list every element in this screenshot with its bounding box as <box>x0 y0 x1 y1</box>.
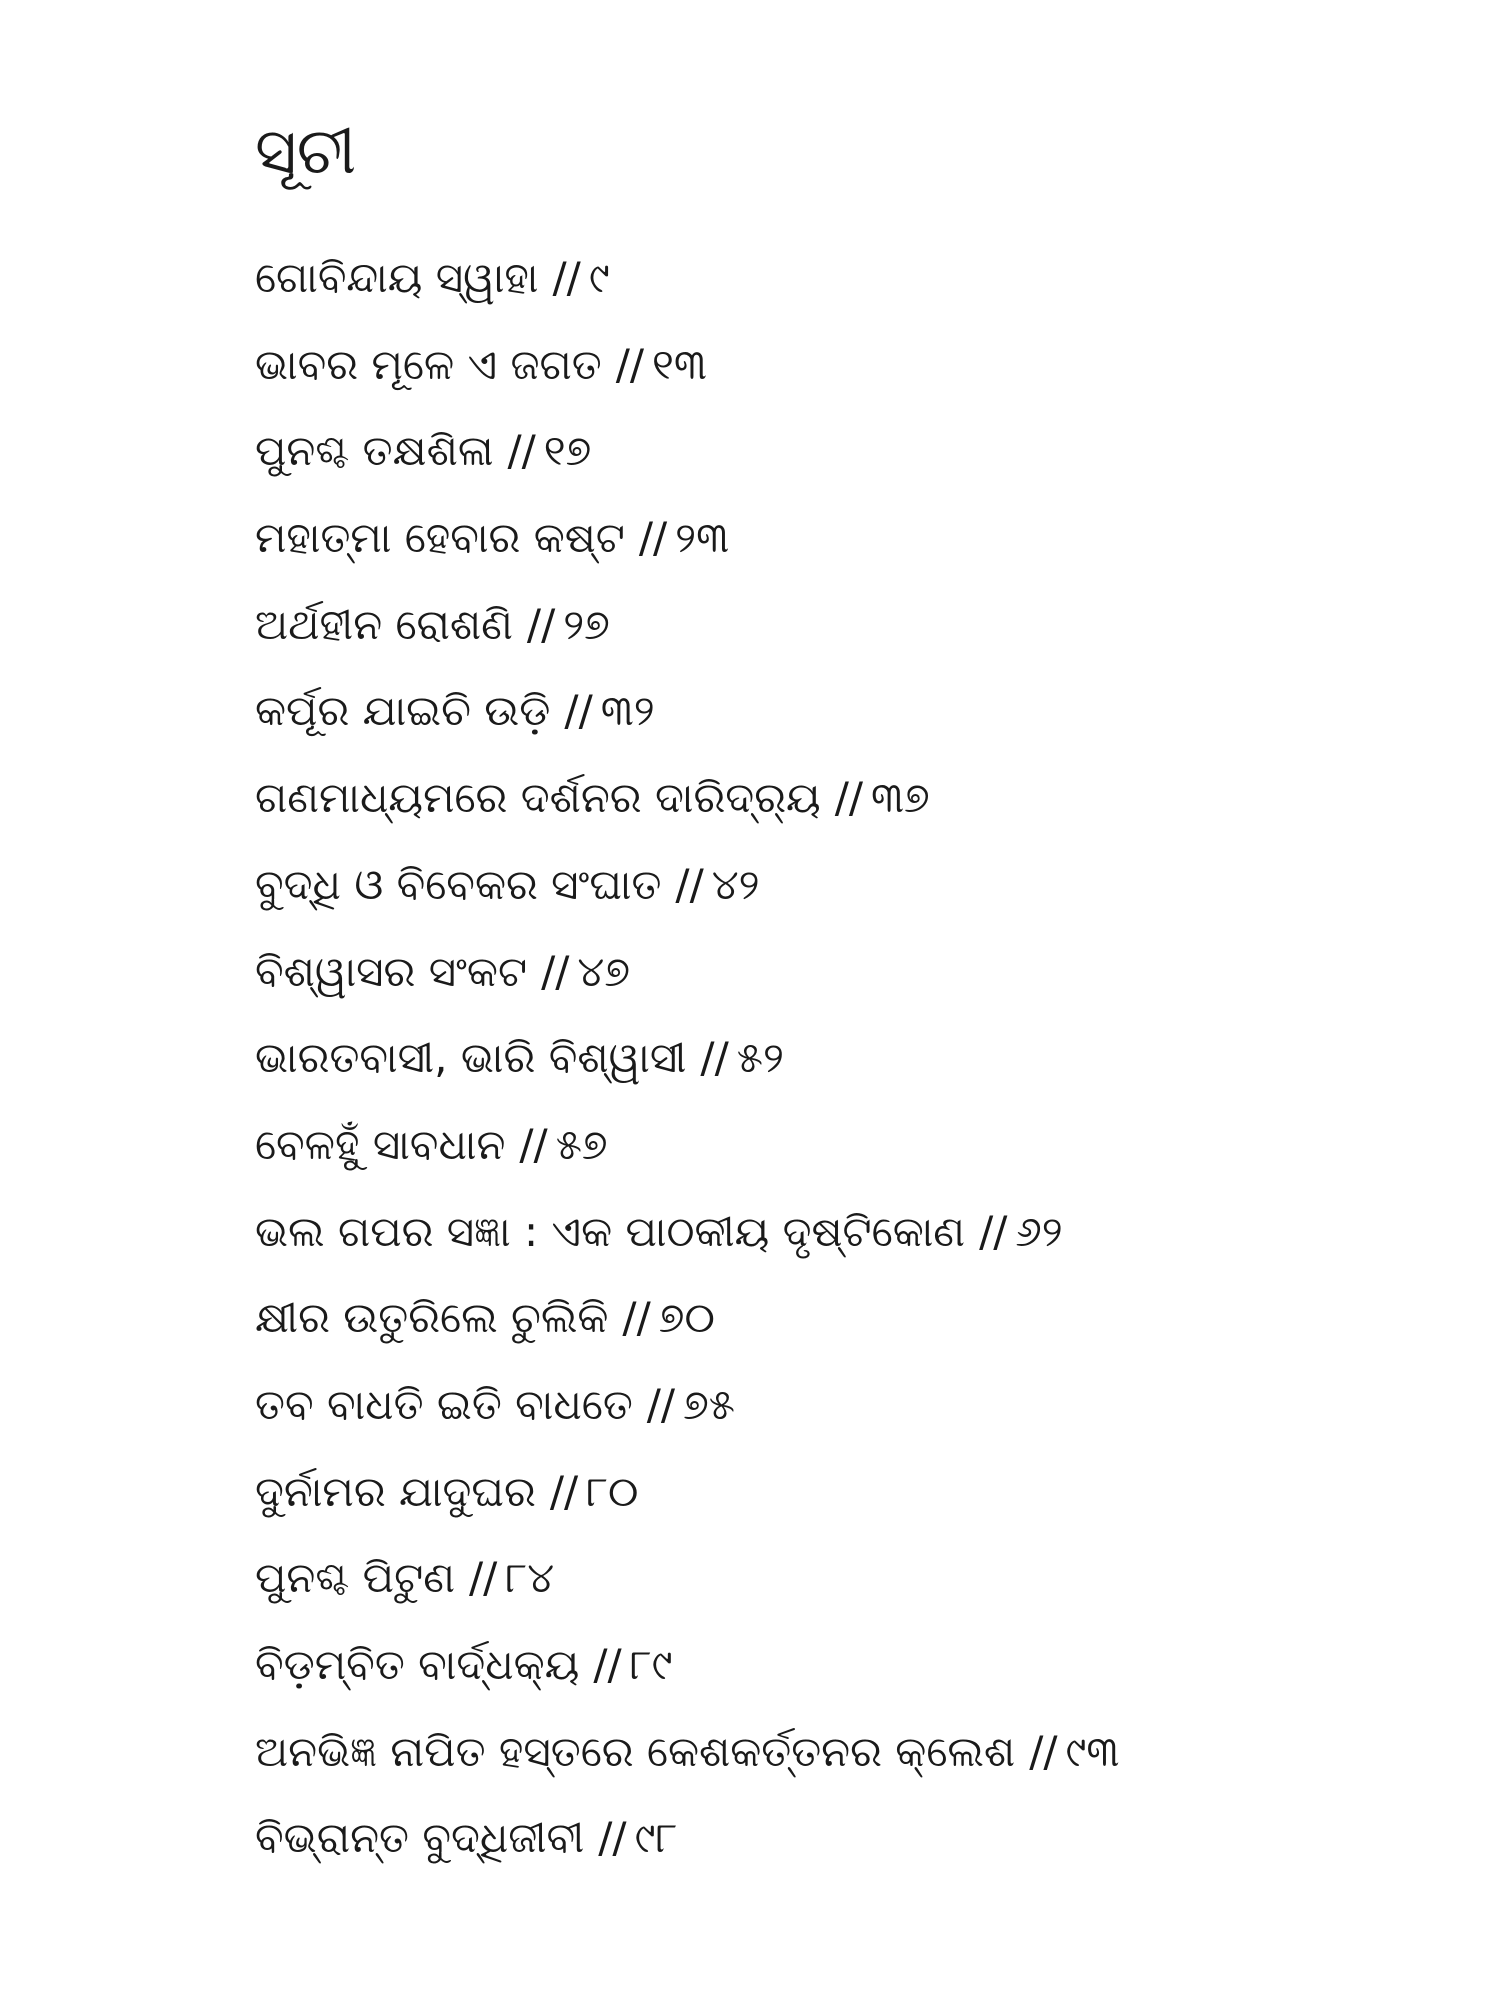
toc-entry <box>255 421 1119 508</box>
toc-entry <box>255 335 1119 422</box>
toc-separator: // <box>675 859 704 909</box>
toc-entry-title: ଗୋବିନ୍ଦାୟ ସ୍ୱାହା <box>255 253 539 302</box>
toc-page-number: ୮୦ <box>586 1466 639 1516</box>
toc-page-number: ୧୭ <box>543 426 592 476</box>
toc-separator: // <box>646 1379 676 1429</box>
toc-page-number: ୨୭ <box>563 599 610 649</box>
toc-page-number: ୨୩ <box>675 513 730 563</box>
toc-entry <box>255 1548 1119 1635</box>
toc-entry <box>255 1115 1119 1202</box>
toc-page-number: ୪୨ <box>711 859 760 909</box>
toc-separator: // <box>615 339 645 389</box>
contents-heading: ସୂଚୀ <box>255 115 357 189</box>
toc-entry-title: ଦୁର୍ନାମର ଯାଦୁଘର <box>255 1466 536 1516</box>
toc-entry <box>255 248 1119 335</box>
toc-entry-title: କ୍ଷୀର ଉତୁରିଲେ ଚୁଲିକି <box>255 1293 609 1343</box>
toc-entry <box>255 508 1119 595</box>
toc-separator: // <box>564 686 593 736</box>
toc-entry-title: ଅର୍ଥହୀନ ରୋଶଣି <box>255 599 513 649</box>
toc-entry <box>255 1635 1119 1722</box>
toc-entry-title: ତବ ବାଧତି ଇତି ବାଧତେ <box>255 1379 633 1429</box>
toc-entry <box>255 855 1119 942</box>
toc-page-number: ୯୩ <box>1065 1726 1120 1776</box>
toc-entry <box>255 1722 1119 1809</box>
toc-entry <box>255 595 1119 682</box>
toc-entry <box>255 1288 1119 1375</box>
toc-entry <box>255 1375 1119 1462</box>
toc-entry <box>255 681 1119 768</box>
toc-entry-title: ବୁଦ୍ଧି ଓ ବିବେକର ସଂଘାତ <box>255 859 662 909</box>
toc-separator: // <box>593 1640 622 1689</box>
toc-page-number: ୭୦ <box>658 1293 715 1343</box>
toc-entry-title: ମହାତ୍ମା ହେବାର କଷ୍ଟ <box>255 513 625 563</box>
toc-page-number: ୭୫ <box>683 1379 736 1429</box>
toc-separator: // <box>638 513 668 563</box>
toc-page-number: ୮୪ <box>505 1553 555 1603</box>
toc-entry <box>255 1202 1119 1289</box>
toc-entry <box>255 1808 1119 1895</box>
toc-entry <box>255 1028 1119 1115</box>
toc-entry-title: ବିଡ଼ମ୍ବିତ ବାର୍ଦ୍ଧକ୍ୟ <box>255 1640 580 1689</box>
toc-page-number: ୧୩ <box>652 339 707 389</box>
toc-entry-title: ଭାରତବାସୀ, ଭାରି ବିଶ୍ୱାସୀ <box>255 1033 687 1083</box>
toc-entry-title: ବେଳହୁଁ ସାବଧାନ <box>255 1119 506 1169</box>
toc-entry-title: ଭାବର ମୂଳେ ଏ ଜଗତ <box>255 339 602 389</box>
toc-entry-title: ଗଣମାଧ୍ୟମରେ ଦର୍ଶନର ଦାରିଦ୍ର୍ୟ <box>255 773 821 823</box>
toc-separator: // <box>519 1119 548 1169</box>
toc-entry-title: ପୁନଶ୍ଚ ପିଟୁଣ <box>255 1553 455 1603</box>
toc-page-number: ୬୨ <box>1015 1206 1063 1256</box>
toc-entry-title: ଭଲ ଗପର ସଜ୍ଞା : ଏକ ପାଠକୀୟ ଦୃଷ୍ଟିକୋଣ <box>255 1206 966 1256</box>
table-of-contents <box>255 248 1119 1895</box>
toc-page-number: ୪୭ <box>577 946 631 996</box>
toc-separator: // <box>526 599 556 649</box>
toc-entry-title: ବିଶ୍ୱାସର ସଂକଟ <box>255 946 528 996</box>
toc-page-number: ୩୭ <box>871 773 930 823</box>
toc-entry-title: ଅନଭିଜ୍ଞ ନାପିତ ହସ୍ତରେ କେଶକର୍ତ୍ତନର କ୍ଲେଶ <box>255 1726 1016 1776</box>
toc-entry-title: ବିଭ୍ରାନ୍ତ ବୁଦ୍ଧିଜୀବୀ <box>255 1813 585 1863</box>
toc-page-number: ୯୮ <box>634 1813 678 1863</box>
toc-separator: // <box>622 1293 651 1343</box>
toc-page-number: ୯ <box>588 253 610 302</box>
toc-separator: // <box>598 1813 627 1863</box>
toc-page-number: ୫୨ <box>736 1033 784 1083</box>
toc-entry <box>255 768 1119 855</box>
toc-entry <box>255 1462 1119 1549</box>
toc-entry <box>255 942 1119 1029</box>
toc-separator: // <box>834 773 864 823</box>
toc-separator: // <box>1029 1726 1058 1776</box>
toc-page-number: ୩୨ <box>600 686 655 736</box>
toc-separator: // <box>507 426 536 476</box>
toc-entry-title: ପୁନଶ୍ଚ ତକ୍ଷଶିଳା <box>255 426 494 476</box>
toc-entry-title: କର୍ପୂର ଯାଇଚି ଉଡ଼ି <box>255 686 551 736</box>
toc-separator: // <box>979 1206 1008 1256</box>
toc-separator: // <box>552 253 581 302</box>
toc-separator: // <box>541 946 570 996</box>
toc-separator: // <box>549 1466 579 1516</box>
toc-separator: // <box>700 1033 729 1083</box>
toc-page-number: ୫୭ <box>555 1119 608 1169</box>
toc-separator: // <box>468 1553 498 1603</box>
toc-page-number: ୮୯ <box>629 1640 673 1689</box>
